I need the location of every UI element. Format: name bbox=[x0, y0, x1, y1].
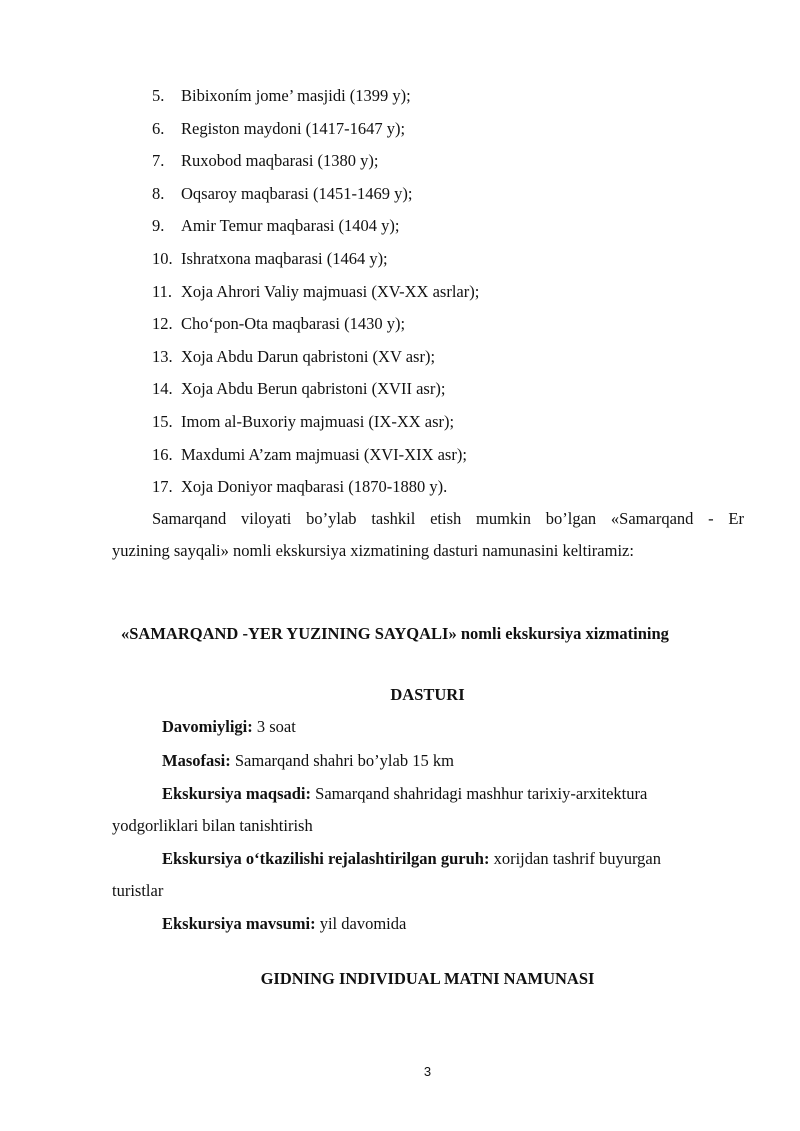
list-item bbox=[152, 311, 479, 344]
list-item bbox=[152, 83, 479, 116]
list-item-text: Maxdumi A’zam majmuasi (XVI-XIX asr); bbox=[181, 444, 467, 464]
list-item-number: 9. bbox=[152, 216, 165, 236]
list-item-number: 8. bbox=[152, 183, 165, 203]
list-item bbox=[152, 213, 479, 246]
program-title: DASTURI bbox=[390, 685, 465, 704]
distance-label: Masofasi: bbox=[162, 751, 231, 770]
guide-text-heading: GIDNING INDIVIDUAL MATNI NAMUNASI bbox=[260, 969, 595, 988]
season-field bbox=[112, 908, 752, 940]
group-value-2: turistlar bbox=[112, 881, 164, 900]
season-label: Ekskursiya mavsumi: bbox=[162, 914, 316, 933]
list-item bbox=[152, 246, 479, 279]
list-item bbox=[152, 344, 479, 377]
intro-paragraph bbox=[112, 503, 744, 567]
list-item-number: 17. bbox=[152, 477, 173, 497]
list-item-text: Registon maydoni (1417-1647 y); bbox=[181, 118, 406, 138]
program-heading: «SAMARQAND -YER YUZINING SAYQALI» nomli ekskursiya xizmatining bbox=[121, 624, 669, 643]
list-item-text: Xoja Abdu Darun qabristoni (XV asr); bbox=[181, 346, 436, 366]
list-item-number: 7. bbox=[152, 151, 165, 171]
list-item-number: 10. bbox=[152, 248, 173, 268]
list-item-number: 15. bbox=[152, 411, 173, 431]
intro-line-1: Samarqand viloyati bo’ylab tashkil etish mumkin bo’lgan «Samarqand - Er bbox=[152, 509, 744, 528]
list-item bbox=[152, 409, 479, 442]
intro-line-2: yuzining sayqali» nomli ekskursiya xizmatining dasturi namunasini keltiramiz: bbox=[112, 541, 634, 560]
list-item bbox=[152, 116, 479, 149]
list-item bbox=[152, 442, 479, 475]
list-item-text: Xoja Ahrori Valiy majmuasi (XV-XX asrlar); bbox=[181, 281, 480, 301]
list-item-number: 5. bbox=[152, 86, 165, 105]
group-value-1: xorijdan tashrif buyurgan bbox=[489, 849, 662, 868]
list-item-text: Amir Temur maqbarasi (1404 y); bbox=[181, 216, 400, 236]
list-item-number: 14. bbox=[152, 379, 173, 399]
list-item-number: 13. bbox=[152, 346, 173, 366]
duration-label: Davomiyligi: bbox=[162, 717, 253, 736]
list-item-number: 12. bbox=[152, 314, 173, 334]
page-number: 3 bbox=[423, 1064, 432, 1079]
list-item bbox=[152, 181, 479, 214]
list-item bbox=[152, 279, 479, 312]
list-item-text: Oqsaroy maqbarasi (1451-1469 y); bbox=[181, 183, 413, 203]
list-item-number: 16. bbox=[152, 444, 173, 464]
list-item-text: Xoja Abdu Berun qabristoni (XVII asr); bbox=[181, 379, 446, 399]
goal-value-1: Samarqand shahridagi mashhur tarixiy-arxitektura bbox=[311, 784, 648, 803]
list-item-text: Ishratxona maqbarasi (1464 y); bbox=[181, 248, 388, 268]
distance-value: Samarqand shahri bo’ylab 15 km bbox=[230, 751, 454, 770]
monument-list bbox=[152, 83, 479, 507]
list-item-text: Bibixoním jome’ masjidi (1399 y); bbox=[181, 86, 411, 105]
list-item bbox=[152, 474, 479, 507]
goal-value-2: yodgorliklari bilan tanishtirish bbox=[112, 816, 313, 835]
duration-field bbox=[112, 711, 752, 743]
distance-field bbox=[112, 745, 752, 777]
list-item-text: Imom al-Buxoriy majmuasi (IX-XX asr); bbox=[181, 411, 455, 431]
list-item-text: Ruxobod maqbarasi (1380 y); bbox=[181, 151, 379, 171]
list-item-text: Cho‘pon-Ota maqbarasi (1430 y); bbox=[181, 314, 406, 334]
season-value: yil davomida bbox=[315, 914, 407, 933]
goal-field bbox=[112, 778, 752, 842]
duration-value: 3 soat bbox=[252, 717, 296, 736]
list-item-number: 11. bbox=[152, 281, 173, 301]
group-label: Ekskursiya o‘tkazilishi rejalashtirilgan guruh: bbox=[162, 849, 490, 868]
list-item-number: 6. bbox=[152, 118, 165, 138]
goal-label: Ekskursiya maqsadi: bbox=[162, 784, 312, 803]
list-item bbox=[152, 148, 479, 181]
list-item bbox=[152, 376, 479, 409]
group-field bbox=[112, 843, 752, 907]
list-item-text: Xoja Doniyor maqbarasi (1870-1880 y). bbox=[181, 477, 448, 497]
